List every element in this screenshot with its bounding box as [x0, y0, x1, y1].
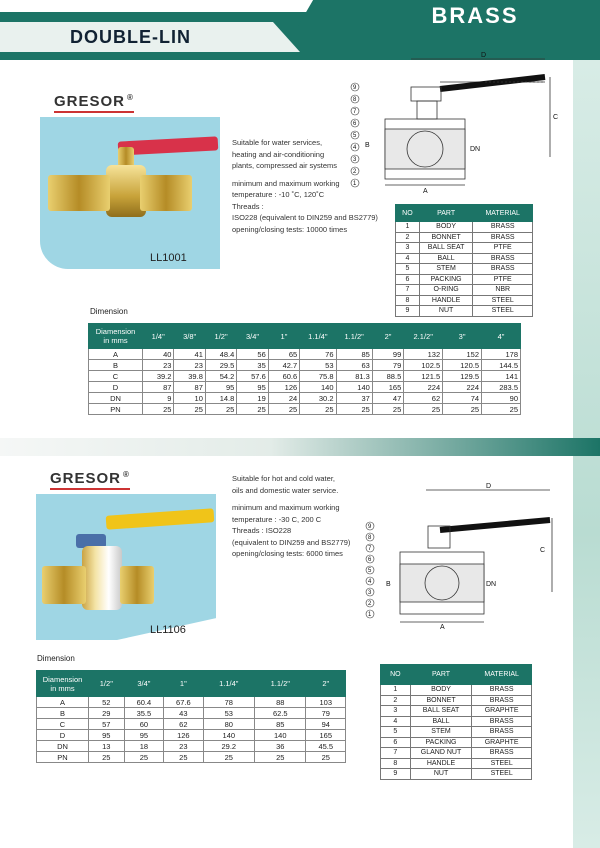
dim-cell: 140 — [255, 730, 306, 741]
dim-size-header: 2" — [306, 671, 346, 697]
brand-logo-text: GRESOR — [54, 93, 126, 110]
dim-cell: 283.5 — [482, 382, 521, 393]
parts-header-no: NO — [381, 665, 411, 685]
dim-cell: 85 — [336, 349, 372, 360]
technical-drawing-ll1106 — [360, 480, 565, 630]
dim-row — [37, 752, 346, 763]
dim-letter: B — [386, 581, 391, 588]
desc-line: heating and air-conditioning — [232, 149, 325, 159]
dim-size-header: 1.1/2" — [336, 324, 372, 349]
parts-cell: HANDLE — [419, 295, 473, 306]
dim-size-header: 4" — [482, 324, 521, 349]
parts-cell: 6 — [396, 274, 420, 285]
parts-row — [396, 222, 533, 233]
dim-cell: 10 — [174, 393, 205, 404]
dim-row — [89, 382, 521, 393]
parts-cell: HANDLE — [410, 758, 472, 769]
callout: 2 — [353, 169, 357, 175]
dim-cell: 48.4 — [205, 349, 236, 360]
series-title: DOUBLE-LIN — [70, 27, 191, 47]
dim-cell: 42.7 — [268, 360, 299, 371]
parts-cell: 5 — [396, 264, 420, 275]
dim-row-label: A — [37, 697, 89, 708]
dim-letter: B — [365, 142, 370, 149]
callout: 4 — [353, 145, 357, 151]
dimension-table-ll1106 — [36, 670, 346, 763]
parts-cell: STEEL — [473, 295, 533, 306]
dim-cell: 23 — [143, 360, 174, 371]
callout: 2 — [368, 601, 372, 607]
dim-cell: 95 — [205, 382, 236, 393]
dim-cell: 25 — [404, 404, 443, 415]
callout: 8 — [353, 97, 357, 103]
parts-cell: BRASS — [473, 253, 533, 264]
dim-cell: 35 — [237, 360, 268, 371]
callout: 9 — [368, 524, 372, 530]
dim-row-label: C — [37, 719, 89, 730]
dim-size-header: 3/4" — [124, 671, 163, 697]
dim-cell: 224 — [404, 382, 443, 393]
dim-cell: 60 — [124, 719, 163, 730]
dim-cell: 40 — [143, 349, 174, 360]
dim-cell: 25 — [300, 404, 336, 415]
dim-cell: 25 — [143, 404, 174, 415]
dim-header-line: Diamension — [42, 674, 83, 684]
parts-row — [396, 306, 533, 317]
dim-header-line: in mms — [103, 336, 128, 345]
callout: 7 — [368, 546, 372, 552]
parts-cell: GRAPHTE — [472, 706, 532, 717]
parts-header-part: PART — [410, 665, 472, 685]
dim-cell: 120.5 — [443, 360, 482, 371]
dim-size-header: 1/4" — [143, 324, 174, 349]
parts-cell: GRAPHTE — [472, 737, 532, 748]
desc-line: Suitable for water services, — [232, 138, 323, 147]
parts-cell: 1 — [381, 685, 411, 696]
valve-port-left — [48, 175, 110, 211]
parts-cell: PACKING — [419, 274, 473, 285]
dim-cell: 19 — [237, 393, 268, 404]
dim-cell: 25 — [203, 752, 254, 763]
parts-header-no: NO — [396, 205, 420, 222]
dim-cell: 23 — [174, 360, 205, 371]
dim-cell: 121.5 — [404, 371, 443, 382]
dim-cell: 29.2 — [203, 741, 254, 752]
dim-letter: DN — [470, 146, 481, 153]
valve-body-cutaway — [82, 546, 122, 610]
brand-logo-text: GRESOR — [50, 470, 122, 487]
dim-cell: 65 — [268, 349, 299, 360]
dim-size-header: 1/2" — [89, 671, 125, 697]
desc-line: minimum and maximum working — [232, 503, 340, 512]
parts-row — [396, 264, 533, 275]
parts-row — [381, 716, 532, 727]
parts-cell: 9 — [381, 769, 411, 780]
dim-cell: 79 — [306, 708, 346, 719]
dim-cell: 152 — [443, 349, 482, 360]
dim-cell: 81.3 — [336, 371, 372, 382]
callout: 9 — [353, 85, 357, 91]
parts-cell: BRASS — [472, 727, 532, 738]
model-number-ll1001: LL1001 — [150, 252, 187, 264]
parts-cell: STEEL — [473, 306, 533, 317]
model-number-ll1106: LL1106 — [150, 624, 186, 636]
callout: 4 — [368, 579, 372, 585]
dim-row — [89, 393, 521, 404]
parts-cell: PTFE — [473, 243, 533, 254]
dim-size-header: 1" — [268, 324, 299, 349]
dim-cell: 39.8 — [174, 371, 205, 382]
parts-row — [396, 295, 533, 306]
dim-cell: 165 — [372, 382, 403, 393]
parts-cell: 1 — [396, 222, 420, 233]
dim-cell: 140 — [336, 382, 372, 393]
parts-cell: 9 — [396, 306, 420, 317]
dim-cell: 25 — [443, 404, 482, 415]
parts-row — [381, 748, 532, 759]
dim-cell: 45.5 — [306, 741, 346, 752]
dim-letter: D — [486, 483, 492, 490]
dim-size-header: 1.1/4" — [203, 671, 254, 697]
dim-cell: 144.5 — [482, 360, 521, 371]
dim-cell: 178 — [482, 349, 521, 360]
parts-cell: BRASS — [473, 222, 533, 233]
brand-logo — [50, 470, 130, 490]
dim-cell: 99 — [372, 349, 403, 360]
parts-header-material: MATERIAL — [472, 665, 532, 685]
registered-mark: ® — [127, 93, 134, 102]
dim-row-label: PN — [89, 404, 143, 415]
callout: 8 — [368, 535, 372, 541]
dim-letter: D — [481, 52, 487, 59]
dim-cell: 88.5 — [372, 371, 403, 382]
desc-line: plants, compressed air systems — [232, 161, 338, 170]
callout: 5 — [368, 568, 372, 574]
dim-cell: 24 — [268, 393, 299, 404]
dim-row — [37, 730, 346, 741]
dim-cell: 37 — [336, 393, 372, 404]
callout: 3 — [368, 590, 372, 596]
dim-cell: 25 — [164, 752, 203, 763]
dim-header-line: Diamension — [95, 327, 136, 336]
dim-cell: 25 — [237, 404, 268, 415]
dim-letter: A — [423, 188, 428, 195]
dim-row-label: B — [89, 360, 143, 371]
parts-cell: STEM — [419, 264, 473, 275]
parts-row — [381, 695, 532, 706]
dim-cell: 85 — [255, 719, 306, 730]
dim-row — [89, 349, 521, 360]
callout: 1 — [368, 612, 372, 618]
desc-line: opening/closing tests: 6000 times — [232, 549, 343, 558]
dim-size-header: 2" — [372, 324, 403, 349]
parts-cell: STEEL — [472, 758, 532, 769]
parts-row — [396, 243, 533, 254]
dim-cell: 54.2 — [205, 371, 236, 382]
product-photo-ll1001 — [40, 117, 220, 269]
dim-cell: 76 — [300, 349, 336, 360]
desc-line: temperature : -30 C, 200 C — [232, 514, 322, 524]
dim-size-header: 1.1/4" — [300, 324, 336, 349]
dim-cell: 79 — [372, 360, 403, 371]
parts-cell: BONNET — [410, 695, 472, 706]
dim-cell: 126 — [164, 730, 203, 741]
parts-cell: NBR — [473, 285, 533, 296]
parts-cell: 4 — [396, 253, 420, 264]
dim-row — [89, 404, 521, 415]
dim-cell: 95 — [124, 730, 163, 741]
parts-cell: BALL — [419, 253, 473, 264]
parts-cell: BODY — [410, 685, 472, 696]
dim-row-label: B — [37, 708, 89, 719]
dim-cell: 103 — [306, 697, 346, 708]
dim-cell: 95 — [89, 730, 125, 741]
parts-cell: NUT — [410, 769, 472, 780]
dim-cell: 53 — [203, 708, 254, 719]
parts-cell: STEEL — [472, 769, 532, 780]
dim-cell: 140 — [300, 382, 336, 393]
dimension-label-ll1106: Dimension — [37, 654, 75, 663]
dim-cell: 62 — [164, 719, 203, 730]
dim-size-header: 1.1/2" — [255, 671, 306, 697]
dim-size-header: 3" — [443, 324, 482, 349]
parts-header-material: MATERIAL — [473, 205, 533, 222]
callout: 6 — [368, 557, 372, 563]
dim-size-header: 3/4" — [237, 324, 268, 349]
dim-cell: 25 — [372, 404, 403, 415]
parts-cell: BRASS — [472, 716, 532, 727]
dim-row-label: A — [89, 349, 143, 360]
parts-cell: 3 — [396, 243, 420, 254]
desc-line: oils and domestic water service. — [232, 485, 339, 495]
parts-cell: BRASS — [472, 695, 532, 706]
dim-row-label: D — [37, 730, 89, 741]
dim-cell: 18 — [124, 741, 163, 752]
parts-row — [381, 727, 532, 738]
parts-cell: PACKING — [410, 737, 472, 748]
dim-cell: 80 — [203, 719, 254, 730]
dim-cell: 52 — [89, 697, 125, 708]
parts-row — [381, 685, 532, 696]
desc-line: Threads : — [232, 201, 264, 211]
parts-row — [396, 232, 533, 243]
parts-cell: 3 — [381, 706, 411, 717]
dim-cell: 126 — [268, 382, 299, 393]
parts-cell: BALL SEAT — [410, 706, 472, 717]
dim-header-line: in mms — [50, 683, 75, 693]
dim-cell: 25 — [205, 404, 236, 415]
dim-size-header: 1/2" — [205, 324, 236, 349]
dim-row-label: DN — [37, 741, 89, 752]
dim-cell: 102.5 — [404, 360, 443, 371]
dim-cell: 60.6 — [268, 371, 299, 382]
dim-row-label: PN — [37, 752, 89, 763]
dim-cell: 87 — [143, 382, 174, 393]
dim-row — [89, 360, 521, 371]
dim-cell: 53 — [300, 360, 336, 371]
dim-cell: 60.4 — [124, 697, 163, 708]
dim-cell: 78 — [203, 697, 254, 708]
dim-cell: 75.8 — [300, 371, 336, 382]
parts-cell: 7 — [381, 748, 411, 759]
parts-row — [381, 737, 532, 748]
section-divider — [0, 438, 600, 456]
dim-cell: 36 — [255, 741, 306, 752]
valve-port-right — [140, 175, 192, 211]
dim-header-label — [37, 671, 89, 697]
dim-cell: 129.5 — [443, 371, 482, 382]
dim-cell: 165 — [306, 730, 346, 741]
dim-row — [37, 697, 346, 708]
parts-cell: 8 — [396, 295, 420, 306]
parts-cell: 6 — [381, 737, 411, 748]
valve-port-right — [120, 566, 154, 604]
dim-cell: 25 — [124, 752, 163, 763]
parts-cell: PTFE — [473, 274, 533, 285]
dim-cell: 74 — [443, 393, 482, 404]
product-photo-ll1106 — [36, 494, 216, 640]
parts-cell: 7 — [396, 285, 420, 296]
dim-cell: 9 — [143, 393, 174, 404]
parts-cell: BONNET — [419, 232, 473, 243]
dim-cell: 25 — [306, 752, 346, 763]
desc-line: Threads : ISO228 — [232, 526, 292, 535]
dim-cell: 87 — [174, 382, 205, 393]
technical-drawing-ll1001 — [345, 47, 560, 197]
parts-row — [381, 769, 532, 780]
dim-row-label: DN — [89, 393, 143, 404]
dim-size-header: 2.1/2" — [404, 324, 443, 349]
dim-cell: 141 — [482, 371, 521, 382]
parts-cell: BODY — [419, 222, 473, 233]
dim-cell: 57.6 — [237, 371, 268, 382]
valve-port-left — [42, 566, 86, 604]
parts-row — [396, 274, 533, 285]
dim-cell: 94 — [306, 719, 346, 730]
parts-cell: STEM — [410, 727, 472, 738]
dim-cell: 57 — [89, 719, 125, 730]
parts-table-ll1001 — [395, 204, 533, 317]
parts-cell: BRASS — [473, 264, 533, 275]
parts-cell: 4 — [381, 716, 411, 727]
dim-cell: 39.2 — [143, 371, 174, 382]
desc-line: (equivalent to DIN259 and BS2779) — [232, 537, 351, 547]
dim-row — [37, 741, 346, 752]
dimension-table-ll1001 — [88, 323, 521, 415]
dim-cell: 67.6 — [164, 697, 203, 708]
dim-cell: 29 — [89, 708, 125, 719]
registered-mark: ® — [123, 470, 130, 479]
dim-letter: C — [553, 114, 559, 121]
dim-cell: 132 — [404, 349, 443, 360]
parts-cell: BRASS — [472, 748, 532, 759]
dim-row — [37, 719, 346, 730]
dim-cell: 29.5 — [205, 360, 236, 371]
parts-cell: GLAND NUT — [410, 748, 472, 759]
parts-row — [396, 253, 533, 264]
parts-cell: BALL SEAT — [419, 243, 473, 254]
dim-size-header: 3/8" — [174, 324, 205, 349]
dim-cell: 88 — [255, 697, 306, 708]
parts-row — [381, 706, 532, 717]
dim-cell: 25 — [336, 404, 372, 415]
dim-row — [37, 708, 346, 719]
dim-cell: 62.5 — [255, 708, 306, 719]
desc-line: Suitable for hot and cold water, — [232, 474, 335, 483]
yellow-handle — [106, 508, 215, 529]
dim-cell: 23 — [164, 741, 203, 752]
dim-cell: 95 — [237, 382, 268, 393]
parts-cell: 8 — [381, 758, 411, 769]
callout: 6 — [353, 121, 357, 127]
callout: 7 — [353, 109, 357, 115]
dim-letter: A — [440, 624, 445, 630]
dim-cell: 30.2 — [300, 393, 336, 404]
parts-cell: BRASS — [472, 685, 532, 696]
parts-cell: BRASS — [473, 232, 533, 243]
dim-cell: 140 — [203, 730, 254, 741]
dim-header-label — [89, 324, 143, 349]
dim-cell: 56 — [237, 349, 268, 360]
dim-cell: 25 — [174, 404, 205, 415]
dim-cell: 47 — [372, 393, 403, 404]
brand-logo — [54, 93, 134, 113]
desc-line: minimum and maximum working — [232, 178, 340, 188]
desc-line: ISO228 (equivalent to DIN259 and BS2779) — [232, 213, 378, 222]
brand-title: BRASS — [431, 3, 519, 28]
parts-cell: 2 — [396, 232, 420, 243]
dim-cell: 25 — [255, 752, 306, 763]
dim-cell: 41 — [174, 349, 205, 360]
parts-cell: 2 — [381, 695, 411, 706]
parts-cell: O-RING — [419, 285, 473, 296]
parts-table-ll1106 — [380, 664, 532, 780]
dim-cell: 25 — [89, 752, 125, 763]
callout: 1 — [353, 181, 357, 187]
dim-cell: 224 — [443, 382, 482, 393]
dimension-label-ll1001: Dimension — [90, 307, 128, 316]
dim-row — [89, 371, 521, 382]
dim-letter: DN — [486, 581, 497, 588]
dim-cell: 90 — [482, 393, 521, 404]
parts-cell: BALL — [410, 716, 472, 727]
dim-cell: 35.5 — [124, 708, 163, 719]
callout: 5 — [353, 133, 357, 139]
dim-cell: 13 — [89, 741, 125, 752]
dim-cell: 14.8 — [205, 393, 236, 404]
dim-cell: 43 — [164, 708, 203, 719]
dim-row-label: C — [89, 371, 143, 382]
parts-row — [381, 758, 532, 769]
dim-cell: 25 — [482, 404, 521, 415]
desc-line: temperature : -10 ˚C, 120˚C — [232, 190, 325, 199]
dim-cell: 62 — [404, 393, 443, 404]
dim-letter: C — [540, 547, 546, 554]
parts-header-part: PART — [419, 205, 473, 222]
parts-row — [396, 285, 533, 296]
desc-line: opening/closing tests: 10000 times — [232, 224, 348, 234]
parts-cell: NUT — [419, 306, 473, 317]
dim-cell: 63 — [336, 360, 372, 371]
dim-row-label: D — [89, 382, 143, 393]
dim-size-header: 1" — [164, 671, 203, 697]
parts-cell: 5 — [381, 727, 411, 738]
callout: 3 — [353, 157, 357, 163]
dim-cell: 25 — [268, 404, 299, 415]
